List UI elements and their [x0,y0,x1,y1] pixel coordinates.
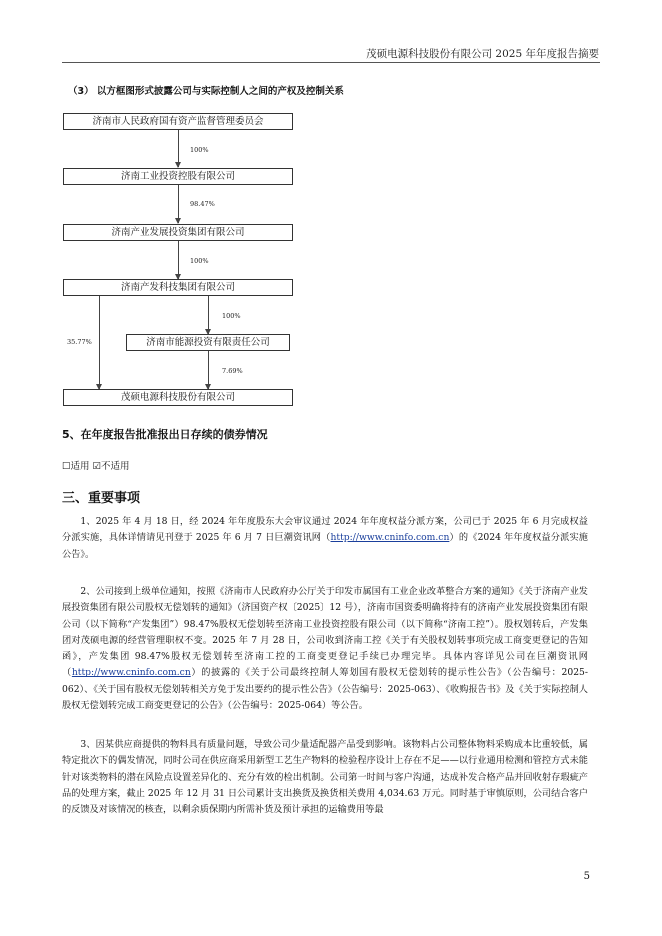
pct-label: 100% [190,146,209,154]
connector-line [99,296,100,389]
pct-label: 35.77% [67,338,92,346]
pct-label: 7.69% [222,367,243,375]
paragraph-2 [62,584,588,714]
pct-label: 100% [190,257,209,265]
page-number: 5 [583,871,590,882]
page-header: 茂硕电源科技股份有限公司 2025 年年度报告摘要 [366,48,599,60]
cninfo-link[interactable]: http://www.cninfo.com.cn [330,532,450,544]
paragraph-text: ）的《2024 年年度权益分派实施公告》。 [62,532,588,560]
entity-box-energy-investment: 济南市能源投资有限责任公司 [126,334,290,351]
section-3-title: 三、重要事项 [62,491,141,506]
entity-box-chanfa-technology: 济南产发科技集团有限公司 [63,279,293,296]
entity-box-industry-development: 济南产业发展投资集团有限公司 [63,224,293,241]
pct-label: 98.47% [190,200,215,208]
paragraph-text: 2、公司接到上级单位通知，按照《济南市人民政府办公厅关于印发市属国有工业企业改革整合方案的通知》《关于济南产业发展投资集团有限公司股权无偿划转的通知》（济国资产权〔2025〕12 号），济南市国资委明确将持有的济南产业发展投资集团有限公司（以下简称“产发集团”）98.47%股权无偿划转至济南工业投资控股有限公司（以下简称“济南工控”）。股权划转后，产发集团对茂硕电源的经营管理职权不变。2025 年 7 月 28 日，公司收到济南工控《关于有关股权划转事项完成工商变更登记的告知函》，产发集团 98.47%股权无偿划转至济南工控的工商变更登记手续已办理完毕。具体内容详见公司在巨潮资讯网（ [62,586,588,679]
subsection-title: （3） 以方框图形式披露公司与实际控制人之间的产权及控制关系 [68,86,344,97]
entity-box-sasac: 济南市人民政府国有资产监督管理委员会 [63,113,293,130]
paragraph-text: ）的披露的《关于公司最终控制人筹划国有股权无偿划转的提示性公告》（公告编号：2025-062）、《关于国有股权无偿划转相关方免于发出要约的提示性公告》（公告编号：2025-063）、《收购报告书》及《关于实际控制人股权无偿划转完成工商变更登记的公告》（公告编号：2025-064）等公告。 [62,667,589,712]
entity-box-mosoh: 茂硕电源科技股份有限公司 [63,389,293,406]
pct-label: 100% [222,312,241,320]
paragraph-3: 3、因某供应商提供的物料具有质量问题，导致公司少量适配器产品受到影响。该物料占公司整体物料采购成本比重较低，属特定批次下的偶发情况，同时公司在供应商采用新型工艺生产物料的检验程序设计上存在不足——以行业通用检测和管控方式未能针对该类物料的潜在风险点设置差异化的、充分有效的检出机制。公司第一时间与客户沟通，达成补发合格产品并回收射存瑕疵产品的处理方案，截止 2025 年 12 月 31 日公司累计支出换货及换货相关费用 4,034.63 万元。同时基于审慎原则，公司结合客户的反馈及对该情况的核查，以剩余质保期内所需补货及预计承担的运输费用等最 [62,739,588,816]
header-divider [62,62,600,63]
paragraph-1 [62,514,588,563]
paragraph-text: 1、2025 年 4 月 18 日，经 2024 年年度股东大会审议通过 2024 年年度权益分派方案，公司已于 2025 年 6 月完成权益分派实施，具体详情请见刊登于 2025 年 6 月 7 日巨潮资讯网（ [62,516,588,544]
entity-box-jinan-industrial: 济南工业投资控股有限公司 [63,168,293,185]
applicability-checkboxes: ☐适用 ☑不适用 [62,461,130,472]
cninfo-link[interactable]: http://www.cninfo.com.cn [71,667,191,679]
section-5-title: 5、在年度报告批准报出日存续的债券情况 [62,428,268,441]
